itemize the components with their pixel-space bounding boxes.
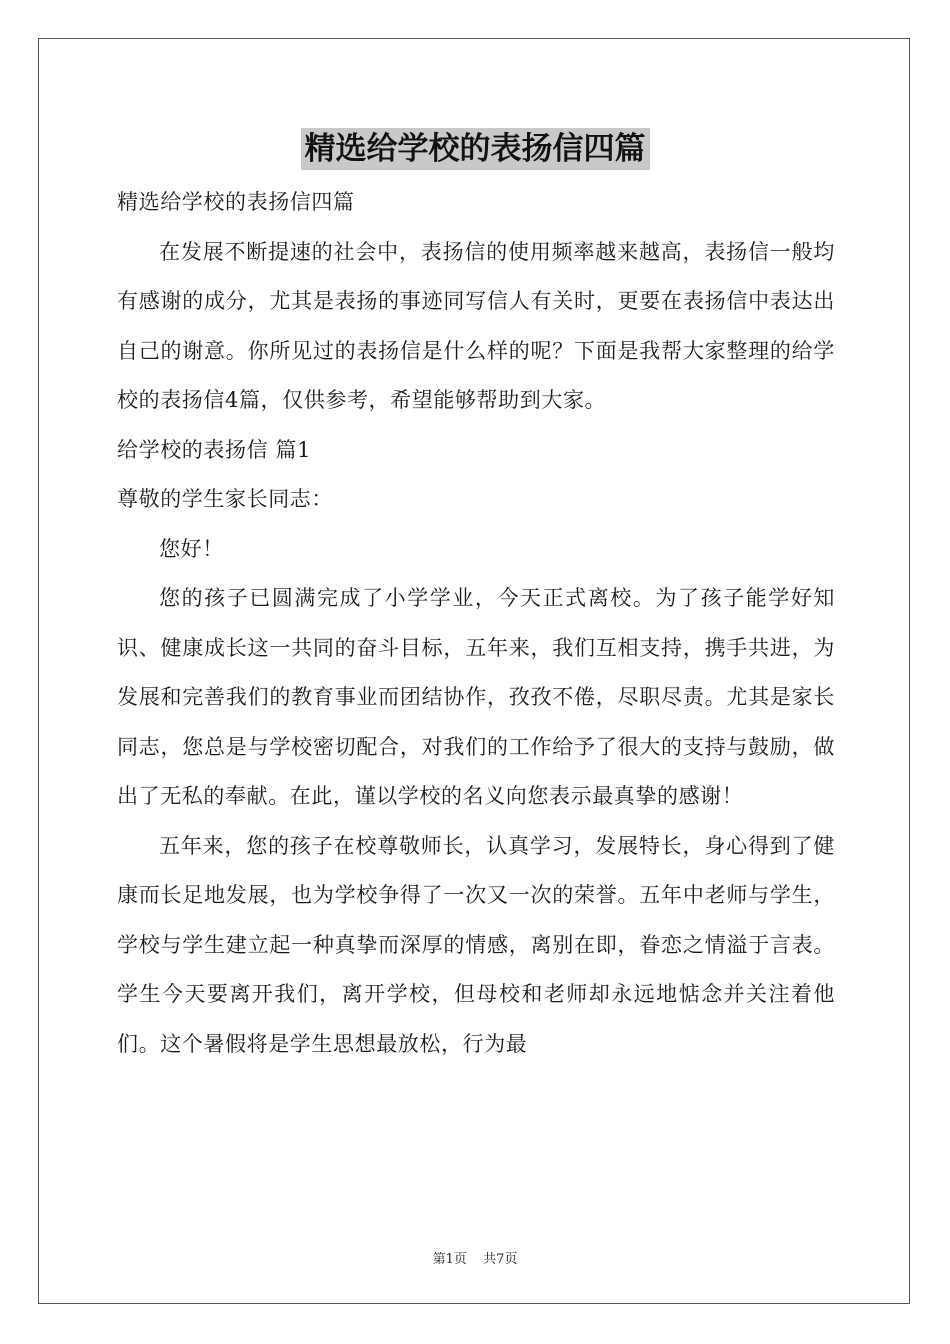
document-title: 精选给学校的表扬信四篇 [301,128,650,170]
page-total: 共7页 [483,1252,518,1267]
intro-paragraph: 在发展不断提速的社会中，表扬信的使用频率越来越高，表扬信一般均有感谢的成分，尤其是表扬的事迹同写信人有关时，更要在表扬信中表达出自己的谢意。你所见过的表扬信是什么样的呢？下面是我帮大家整理的给学校的表扬信4篇，仅供参考，希望能够帮助到大家。 [117,239,835,412]
page-number: 第1页 [432,1252,467,1267]
title-area [0,128,950,170]
subtitle-line: 精选给学校的表扬信四篇 [117,190,355,214]
document-body [117,178,835,1069]
greeting: 您好！ [159,536,224,561]
body-paragraph: 五年来，您的孩子在校尊敬师长，认真学习，发展特长，身心得到了健康而长足地发展，也为学校争得了一次又一次的荣誉。五年中老师与学生，学校与学生建立起一种真挚而深厚的情感，离别在即，眷恋之情溢于言表。学生今天要离开我们，离开学校，但母校和老师却永远地惦念并关注着他们。这个暑假将是学生思想最放松，行为最 [117,833,835,1056]
page-footer [0,1248,950,1267]
section-heading: 给学校的表扬信 篇1 [117,437,312,462]
salutation: 尊敬的学生家长同志： [117,487,333,511]
body-paragraph: 您的孩子已圆满完成了小学学业，今天正式离校。为了孩子能学好知识、健康成长这一共同的奋斗目标，五年来，我们互相支持，携手共进，为发展和完善我们的教育事业而团结协作，孜孜不倦，尽职尽责。尤其是家长同志，您总是与学校密切配合，对我们的工作给予了很大的支持与鼓励，做出了无私的奉献。在此，谨以学校的名义向您表示最真挚的感谢！ [117,586,835,808]
